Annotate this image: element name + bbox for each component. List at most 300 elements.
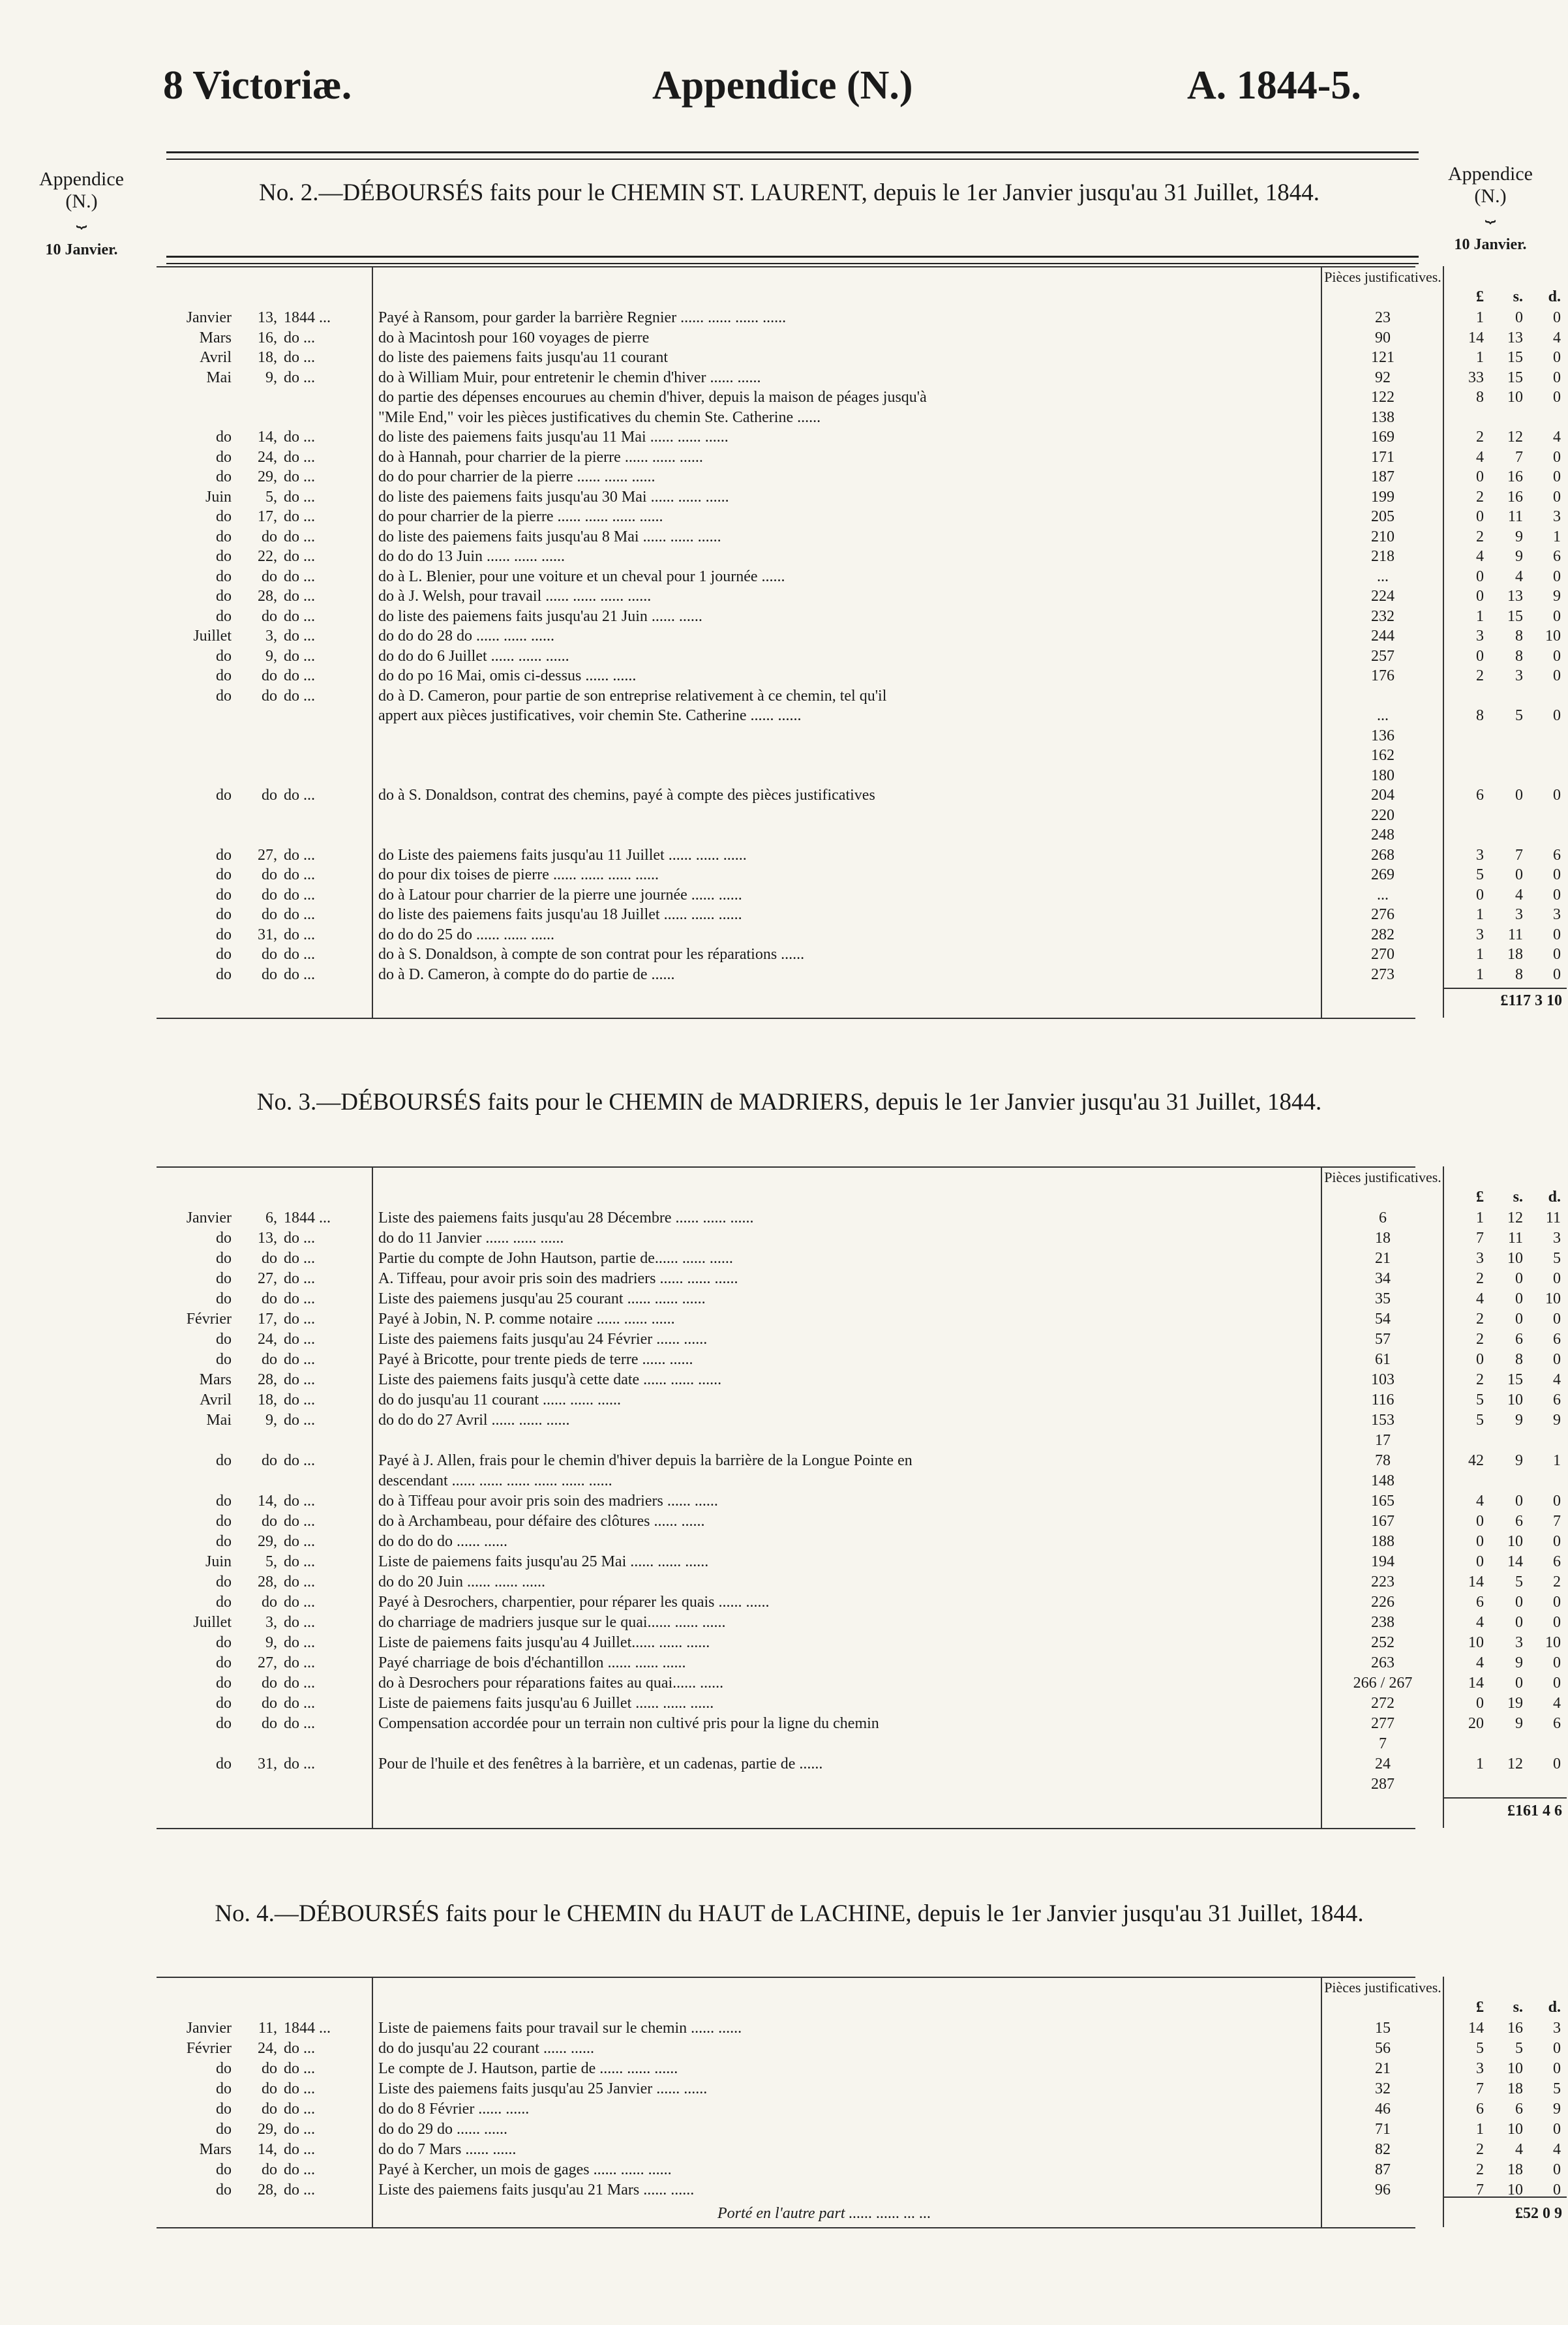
cell-pounds: 1 (1476, 309, 1484, 326)
cell-voucher: 6 (1379, 1209, 1387, 1226)
section-no2-table (157, 266, 1562, 1018)
cell-year: do ... (284, 588, 315, 605)
cell-description: Payé à Bricotte, pour trente pieds de terre ...... ...... (378, 1351, 693, 1368)
cell-pounds: 0 (1476, 1695, 1484, 1712)
section-title-no2: No. 2.—DÉBOURSÉS faits pour le CHEMIN ST. LAURENT, depuis le 1er Janvier jusqu'au 31 Juillet, 1844. (259, 179, 1319, 206)
cell-shillings: 18 (1507, 946, 1523, 963)
cell-year: do ... (284, 1675, 315, 1692)
table-row (157, 666, 1561, 686)
cell-shillings: 8 (1515, 1351, 1523, 1368)
cell-shillings: 0 (1515, 1493, 1523, 1510)
cell-pounds: 8 (1476, 389, 1484, 406)
cell-day: 18, (258, 1391, 277, 1408)
cell-pence: 3 (1553, 508, 1561, 525)
cell-shillings: 11 (1507, 926, 1523, 943)
cell-voucher: 269 (1371, 866, 1395, 883)
table-row (157, 1370, 1561, 1390)
vouch-amount-rule (1443, 1166, 1444, 1828)
cell-voucher: 176 (1371, 667, 1395, 684)
table-row (157, 1754, 1561, 1774)
cell-shillings: 3 (1515, 906, 1523, 923)
table-row (157, 586, 1561, 607)
cell-description: Liste des paiemens faits jusqu'à cette date ...... ...... ...... (378, 1371, 722, 1388)
cell-voucher: 287 (1371, 1776, 1395, 1793)
pence-header: d. (1548, 1189, 1561, 1206)
table-bottom-rule (157, 1018, 1415, 1019)
cell-pence: 10 (1545, 1290, 1561, 1307)
cell-voucher: 24 (1375, 1755, 1391, 1772)
cell-voucher: 268 (1371, 846, 1395, 864)
cell-month: do (216, 1715, 232, 1732)
cell-description: do charriage de madriers jusque sur le quai...... ...... ...... (378, 1614, 726, 1631)
cell-description: Compensation accordée pour un terrain non cultivé pris pour la ligne du chemin (378, 1715, 879, 1732)
table-bottom-rule (157, 2227, 1415, 2228)
cell-voucher: 171 (1371, 448, 1395, 466)
cell-voucher: 56 (1375, 2040, 1391, 2057)
cell-description: do à S. Donaldson, à compte de son contrat pour les réparations ...... (378, 946, 805, 963)
cell-voucher: 46 (1375, 2101, 1391, 2118)
cell-description: do do jusqu'au 11 courant ...... ...... ...... (378, 1391, 622, 1408)
cell-pence: 2 (1553, 1573, 1561, 1590)
cell-shillings: 16 (1507, 2020, 1523, 2037)
cell-pence: 10 (1545, 628, 1561, 645)
cell-year: do ... (284, 1493, 315, 1510)
cell-year: do ... (284, 1412, 315, 1429)
section-title-no3: No. 3.—DÉBOURSÉS faits pour le CHEMIN de MADRIERS, depuis le 1er Janvier jusqu'au 31 Juillet, 1844. (256, 1089, 1322, 1116)
cell-month: Avril (200, 1391, 232, 1408)
cell-voucher: 21 (1375, 1250, 1391, 1267)
cell-description: Payé à Ransom, pour garder la barrière Regnier ...... ...... ...... ...... (378, 309, 787, 326)
table-row (157, 706, 1561, 726)
table-header (157, 266, 1561, 308)
cell-pence: 4 (1553, 2141, 1561, 2158)
table-row (157, 1774, 1415, 1795)
cell-day: do (262, 787, 277, 804)
cell-pence: 0 (1553, 647, 1561, 665)
cell-pounds: 7 (1476, 1230, 1484, 1247)
cell-day: 28, (258, 1371, 277, 1388)
cell-pounds: 4 (1476, 1493, 1484, 1510)
cell-day: 5, (265, 1553, 277, 1570)
cell-pence: 0 (1553, 568, 1561, 585)
cell-year: do ... (284, 2040, 315, 2057)
cell-month: Janvier (186, 1209, 232, 1226)
table-row (157, 388, 1561, 408)
table-row (157, 2099, 1561, 2120)
cell-year: do ... (284, 965, 315, 983)
cell-day: 27, (258, 846, 277, 864)
section-title-no4: No. 4.—DÉBOURSÉS faits pour le CHEMIN du HAUT de LACHINE, depuis le 1er Janvier jusqu'au 31 Juillet, 1844. (215, 1900, 1364, 1927)
cell-month: do (216, 946, 232, 963)
cell-voucher: 273 (1371, 965, 1395, 983)
cell-voucher: 34 (1375, 1270, 1391, 1287)
table-row (157, 945, 1561, 965)
cell-month: do (216, 1533, 232, 1550)
cell-shillings: 18 (1507, 2161, 1523, 2178)
header-left: 8 Victoriæ. (163, 63, 352, 108)
cell-day: 28, (258, 2181, 277, 2198)
cell-day: do (262, 1250, 277, 1267)
cell-pounds: 3 (1476, 846, 1484, 864)
cell-pounds: 1 (1476, 1209, 1484, 1226)
cell-voucher: 224 (1371, 588, 1395, 605)
cell-voucher: 165 (1371, 1493, 1395, 1510)
table-row (157, 1390, 1561, 1410)
cell-shillings: 9 (1515, 1412, 1523, 1429)
cell-year: do ... (284, 2141, 315, 2158)
cell-pence: 0 (1553, 946, 1561, 963)
cell-description: do liste des paiemens faits jusqu'au 11 Mai ...... ...... ...... (378, 429, 729, 446)
cell-description: do liste des paiemens faits jusqu'au 21 Juin ...... ...... (378, 607, 702, 625)
cell-pounds: 2 (1476, 2161, 1484, 2178)
cell-shillings: 10 (1507, 1250, 1523, 1267)
table-row (157, 825, 1415, 845)
cell-pence: 0 (1553, 1755, 1561, 1772)
cell-pence: 0 (1553, 488, 1561, 506)
cell-day: 28, (258, 1573, 277, 1590)
cell-description: Liste des paiemens faits jusqu'au 24 Février ...... ...... (378, 1331, 708, 1348)
cell-day: 6, (265, 1209, 277, 1226)
shillings-header: s. (1513, 288, 1523, 305)
cell-description: do do pour charrier de la pierre ...... ...... ...... (378, 468, 656, 485)
cell-month: do (216, 588, 232, 605)
cell-shillings: 0 (1515, 309, 1523, 326)
cell-year: do ... (284, 1715, 315, 1732)
cell-description: do liste des paiemens faits jusqu'au 18 Juillet ...... ...... ...... (378, 906, 742, 923)
cell-month: do (216, 866, 232, 883)
cell-pounds: 0 (1476, 1533, 1484, 1550)
cell-pence: 0 (1553, 2121, 1561, 2138)
cell-month: Mars (199, 2141, 232, 2158)
cell-pence: 5 (1553, 2080, 1561, 2097)
cell-pounds: 2 (1476, 429, 1484, 446)
cell-pence: 0 (1553, 866, 1561, 883)
cell-month: do (216, 528, 232, 545)
cell-description: Liste des paiemens faits jusqu'au 28 Décembre ...... ...... ...... (378, 1209, 754, 1226)
cell-day: 14, (258, 2141, 277, 2158)
cell-voucher: 210 (1371, 528, 1395, 545)
margin-note-right-date: 10 Janvier. (1454, 236, 1527, 253)
cell-description: do do 8 Février ...... ...... (378, 2101, 530, 2118)
vouch-amount-rule (1443, 1977, 1444, 2227)
table-row (157, 2180, 1561, 2200)
cell-pounds: 8 (1476, 707, 1484, 724)
cell-year: 1844 ... (284, 309, 331, 326)
section-no4-table (157, 1977, 1562, 2227)
table-header (157, 1166, 1561, 1208)
cell-pounds: 7 (1476, 2181, 1484, 2198)
cell-pence: 3 (1553, 1230, 1561, 1247)
cell-year: do ... (284, 607, 315, 625)
cell-year: do ... (284, 568, 315, 585)
header-center: Appendice (N.) (652, 63, 913, 108)
cell-description: do à William Muir, pour entretenir le chemin d'hiver ...... ...... (378, 369, 761, 386)
cell-description: do à D. Cameron, à compte do do partie de ...... (378, 965, 675, 983)
cell-month: do (216, 886, 232, 904)
cell-shillings: 10 (1507, 2181, 1523, 2198)
cell-shillings: 19 (1507, 1695, 1523, 1712)
table-row (157, 1532, 1561, 1552)
section-no3-table (157, 1166, 1562, 1828)
cell-year: do ... (284, 1250, 315, 1267)
cell-pence: 0 (1553, 468, 1561, 485)
cell-day: 14, (258, 1493, 277, 1510)
cell-description: do à Tiffeau pour avoir pris soin des madriers ...... ...... (378, 1493, 718, 1510)
cell-day: do (262, 1452, 277, 1469)
cell-year: do ... (284, 866, 315, 883)
cell-pounds: 2 (1476, 528, 1484, 545)
table-row (157, 806, 1415, 826)
cell-month: do (216, 1755, 232, 1772)
cell-day: 5, (265, 488, 277, 506)
cell-shillings: 10 (1507, 1533, 1523, 1550)
cell-month: Mai (206, 369, 232, 386)
cell-voucher: 187 (1371, 468, 1395, 485)
cell-voucher: 96 (1375, 2181, 1391, 2198)
cell-shillings: 9 (1515, 528, 1523, 545)
cell-year: do ... (284, 1513, 315, 1530)
cell-shillings: 11 (1507, 508, 1523, 525)
cell-description: do à Hannah, pour charrier de la pierre ...... ...... ...... (378, 448, 703, 466)
table-row (157, 726, 1415, 746)
cell-description: Liste des paiemens jusqu'au 25 courant ...... ...... ...... (378, 1290, 706, 1307)
table-total-row (157, 1795, 1562, 1828)
cell-pounds: 20 (1468, 1715, 1484, 1732)
cell-description: do do 20 Juin ...... ...... ...... (378, 1573, 546, 1590)
cell-shillings: 13 (1507, 588, 1523, 605)
table-row (157, 527, 1561, 547)
cell-shillings: 8 (1515, 965, 1523, 983)
cell-day: 13, (258, 309, 277, 326)
cell-shillings: 9 (1515, 1715, 1523, 1732)
cell-description: descendant ...... ...... ...... ...... ...... ...... (378, 1472, 612, 1489)
vouchers-header: Pièces justificatives. (1324, 269, 1441, 285)
cell-pence: 0 (1553, 965, 1561, 983)
cell-voucher: 204 (1371, 787, 1395, 804)
date-desc-rule (372, 266, 373, 1018)
cell-month: do (216, 1290, 232, 1307)
cell-day: 17, (258, 1311, 277, 1328)
cell-description: Partie du compte de John Hautson, partie de...... ...... ...... (378, 1250, 733, 1267)
cell-pence: 4 (1553, 329, 1561, 346)
cell-shillings: 0 (1515, 866, 1523, 883)
cell-year: do ... (284, 1230, 315, 1247)
cell-voucher: 226 (1371, 1594, 1395, 1611)
cell-pence: 7 (1553, 1513, 1561, 1530)
cell-voucher: 148 (1371, 1472, 1395, 1489)
total-rule (1443, 2196, 1567, 2198)
cell-pence: 6 (1553, 1331, 1561, 1348)
cell-shillings: 9 (1515, 1654, 1523, 1671)
cell-description: do à Macintosh pour 160 voyages de pierre (378, 329, 650, 346)
cell-pounds: 2 (1476, 1371, 1484, 1388)
cell-description: do liste des paiemens faits jusqu'au 30 Mai ...... ...... ...... (378, 488, 729, 506)
cell-shillings: 7 (1515, 448, 1523, 466)
pence-header: d. (1548, 1999, 1561, 2016)
cell-description: do à S. Donaldson, contrat des chemins, payé à compte des pièces justificatives (378, 787, 875, 804)
cell-pence: 0 (1553, 1594, 1561, 1611)
cell-voucher: 257 (1371, 647, 1395, 665)
table-footer-row (157, 2200, 1562, 2227)
cell-pence: 0 (1553, 2161, 1561, 2178)
cell-day: 24, (258, 448, 277, 466)
cell-day: do (262, 1715, 277, 1732)
cell-pence: 0 (1553, 787, 1561, 804)
cell-pounds: 2 (1476, 1331, 1484, 1348)
cell-year: do ... (284, 1452, 315, 1469)
cell-month: Mai (206, 1412, 232, 1429)
margin-note-left-date: 10 Janvier. (45, 241, 118, 258)
cell-pounds: 6 (1476, 2101, 1484, 2118)
cell-voucher: 90 (1375, 329, 1391, 346)
cell-day: 9, (265, 1412, 277, 1429)
table-row (157, 2120, 1561, 2140)
cell-month: Juin (205, 488, 232, 506)
cell-pence: 0 (1553, 2060, 1561, 2077)
cell-description: do à D. Cameron, pour partie de son entreprise relativement à ce chemin, tel qu'il (378, 687, 887, 705)
cell-year: do ... (284, 1290, 315, 1307)
cell-month: do (216, 1230, 232, 1247)
cell-voucher: 32 (1375, 2080, 1391, 2097)
cell-year: do ... (284, 1371, 315, 1388)
cell-voucher: 276 (1371, 906, 1395, 923)
cell-pounds: 0 (1476, 588, 1484, 605)
cell-voucher: 57 (1375, 1331, 1391, 1348)
table-row (157, 2039, 1561, 2059)
table-row (157, 1330, 1561, 1350)
cell-shillings: 0 (1515, 1270, 1523, 1287)
cell-pounds: 2 (1476, 2141, 1484, 2158)
cell-pence: 0 (1553, 1493, 1561, 1510)
cell-description: do do do 27 Avril ...... ...... ...... (378, 1412, 570, 1429)
cell-month: do (216, 1695, 232, 1712)
cell-day: 22, (258, 548, 277, 565)
table-row (157, 2059, 1561, 2079)
desc-vouch-rule (1321, 266, 1322, 1018)
table-row (157, 1471, 1415, 1491)
cell-voucher: 21 (1375, 2060, 1391, 2077)
cell-month: Mars (199, 1371, 232, 1388)
cell-month: do (216, 1351, 232, 1368)
cell-voucher: 138 (1371, 408, 1395, 426)
cell-pounds: 1 (1476, 965, 1484, 983)
cell-description: appert aux pièces justificatives, voir chemin Ste. Catherine ...... ...... (378, 707, 802, 724)
cell-year: do ... (284, 1573, 315, 1590)
cell-pounds: 4 (1476, 1614, 1484, 1631)
cell-voucher: 205 (1371, 508, 1395, 525)
cell-description: Payé à Jobin, N. P. comme notaire ...... ...... ...... (378, 1311, 675, 1328)
top-double-rule (166, 151, 1419, 160)
cell-voucher: 7 (1379, 1735, 1387, 1752)
cell-voucher: 252 (1371, 1634, 1395, 1651)
date-desc-rule (372, 1977, 373, 2227)
cell-shillings: 5 (1515, 2040, 1523, 2057)
cell-voucher: 92 (1375, 369, 1391, 386)
pounds-header: £ (1476, 288, 1484, 305)
table-row (157, 328, 1561, 348)
cell-voucher: 199 (1371, 488, 1395, 506)
cell-day: do (262, 1675, 277, 1692)
cell-year: do ... (284, 1634, 315, 1651)
cell-pence: 0 (1553, 607, 1561, 625)
cell-pence: 0 (1553, 1270, 1561, 1287)
table-row (157, 448, 1561, 468)
cell-day: do (262, 667, 277, 684)
table-row (157, 2160, 1561, 2180)
date-desc-rule (372, 1166, 373, 1828)
cell-pence: 0 (1553, 1351, 1561, 1368)
cell-voucher: 218 (1371, 548, 1395, 565)
cell-day: 28, (258, 588, 277, 605)
cell-day: do (262, 687, 277, 705)
cell-month: do (216, 2060, 232, 2077)
cell-day: do (262, 866, 277, 883)
cell-description: Liste des paiemens faits jusqu'au 21 Mars ...... ...... (378, 2181, 695, 2198)
cell-pounds: 4 (1476, 1290, 1484, 1307)
cell-day: 11, (258, 2020, 277, 2037)
cell-year: do ... (284, 548, 315, 565)
cell-description: Payé charriage de bois d'échantillon ...... ...... ...... (378, 1654, 686, 1671)
cell-month: do (216, 1573, 232, 1590)
cell-pounds: 14 (1468, 1675, 1484, 1692)
table-bottom-rule (157, 1828, 1415, 1829)
shillings-header: s. (1513, 1999, 1523, 2016)
table-row (157, 785, 1561, 806)
cell-shillings: 0 (1515, 1290, 1523, 1307)
cell-year: do ... (284, 1311, 315, 1328)
cell-pence: 6 (1553, 846, 1561, 864)
cell-voucher: ... (1377, 568, 1389, 585)
cell-description: Payé à J. Allen, frais pour le chemin d'hiver depuis la barrière de la Longue Pointe en (378, 1452, 912, 1469)
table-row (157, 1592, 1561, 1613)
cell-month: do (216, 468, 232, 485)
cell-description: do à J. Welsh, pour travail ...... ...... ...... ...... (378, 588, 652, 605)
cell-year: do ... (284, 2060, 315, 2077)
cell-description: do do do 25 do ...... ...... ...... (378, 926, 554, 943)
cell-day: do (262, 906, 277, 923)
cell-pounds: 33 (1468, 369, 1484, 386)
cell-year: do ... (284, 429, 315, 446)
cell-description: do do po 16 Mai, omis ci-dessus ...... ...... (378, 667, 637, 684)
cell-pounds: 2 (1476, 1311, 1484, 1328)
cell-shillings: 4 (1515, 886, 1523, 904)
cell-shillings: 18 (1507, 2080, 1523, 2097)
table-row (157, 1613, 1561, 1633)
cell-description: do liste des paiemens faits jusqu'au 11 courant (378, 349, 668, 366)
table-row (157, 547, 1561, 567)
margin-note-right-line2: (N.) (1474, 185, 1507, 207)
table-row (157, 1491, 1561, 1512)
cell-pence: 6 (1553, 1553, 1561, 1570)
cell-month: do (216, 2080, 232, 2097)
cell-description: do à Desrochers pour réparations faites au quai...... ...... (378, 1675, 724, 1692)
table-row (157, 965, 1561, 985)
cell-pence: 11 (1545, 1209, 1561, 1226)
cell-month: do (216, 965, 232, 983)
cell-day: do (262, 2161, 277, 2178)
shillings-header: s. (1513, 1189, 1523, 1206)
cell-pence: 0 (1553, 926, 1561, 943)
cell-pounds: 1 (1476, 2121, 1484, 2138)
cell-pounds: 1 (1476, 1755, 1484, 1772)
cell-pence: 1 (1553, 1452, 1561, 1469)
section-total: £52 0 9 (1515, 2205, 1562, 2222)
cell-year: 1844 ... (284, 2020, 331, 2037)
table-row (157, 1269, 1561, 1289)
cell-month: Février (186, 2040, 232, 2057)
table-row (157, 1694, 1561, 1714)
page-header (0, 63, 1568, 121)
